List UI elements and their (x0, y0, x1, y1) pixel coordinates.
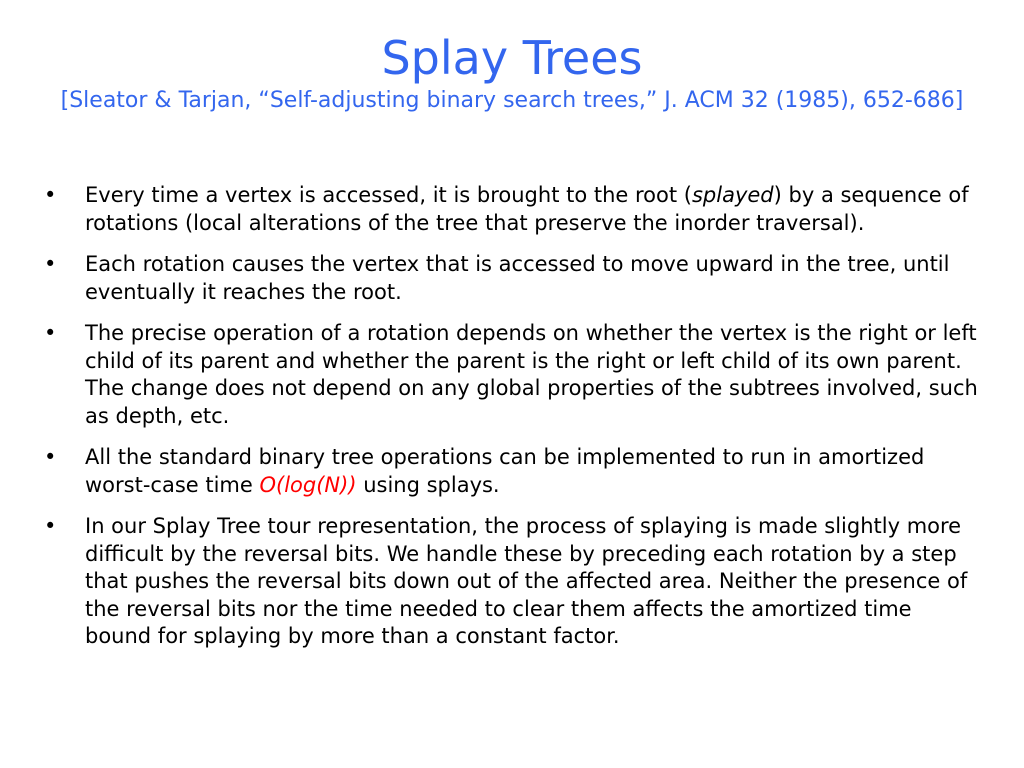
citation: [Sleator & Tarjan, “Self-adjusting binary search trees,” J. ACM 32 (1985), 652-686] (60, 88, 964, 113)
bullet-dot-icon: • (44, 183, 57, 207)
bullet-item (44, 320, 984, 430)
bullet-emphasis: splayed (691, 183, 774, 207)
bullet-dot-icon: • (44, 514, 57, 538)
bullet-item (44, 182, 984, 237)
bullet-dot-icon: • (44, 445, 57, 469)
slide-title: Splay Trees (381, 31, 643, 85)
bullet-text: Every time a vertex is accessed, it is brought to the root ( (85, 183, 692, 207)
complexity-formula: O(log(N)) (259, 472, 357, 497)
bullet-list (44, 182, 984, 665)
bullet-dot-icon: • (44, 252, 57, 276)
bullet-text: Each rotation causes the vertex that is accessed to move upward in the tree, until eventually it reaches the root. (85, 252, 950, 304)
bullet-item (44, 251, 984, 306)
bullet-item (44, 513, 984, 651)
bullet-text: All the standard binary tree operations can be implemented to run in amortized worst-case time (85, 445, 925, 497)
bullet-text: The precise operation of a rotation depends on whether the vertex is the right or left child of its parent and whether the parent is the right or left child of its own parent. The change does not depend on any global properties of the subtrees involved, such as depth, etc. (85, 321, 978, 428)
bullet-text: using splays. (356, 472, 500, 497)
bullet-dot-icon: • (44, 321, 57, 345)
bullet-text: ) by a sequence of rotations (local alterations of the tree that preserve the inorder traversal). (85, 183, 969, 235)
bullet-item (44, 444, 984, 499)
bullet-text: In our Splay Tree tour representation, the process of splaying is made slightly more difficult by the reversal bits. We handle these by preceding each rotation by a step that pushes the reversal bits down out of the affected area. Neither the presence of the reversal bits nor the time needed to clear them affects the amortized time bound for splaying by more than a constant factor. (85, 514, 968, 648)
title-block (40, 30, 984, 116)
